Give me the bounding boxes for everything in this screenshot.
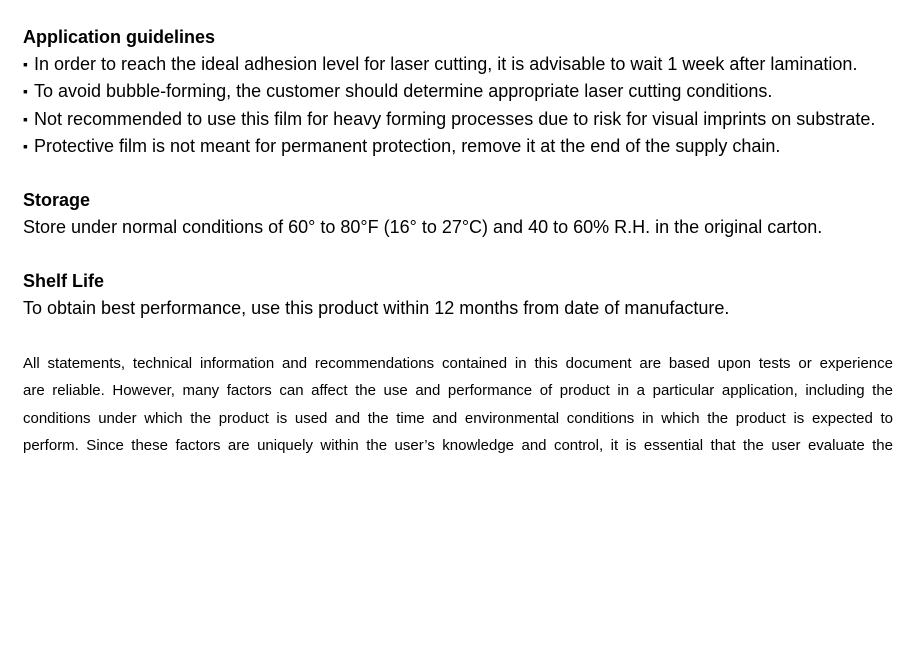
- bullet-icon: ▪: [23, 56, 28, 72]
- guideline-text: In order to reach the ideal adhesion level for laser cutting, it is advisable to wait 1 week after lamination.: [34, 54, 858, 74]
- document-body: [23, 24, 893, 460]
- disclaimer-line: All statements, technical information and recommendations contained in this document are based upon tests or experience: [23, 354, 893, 372]
- guideline-text: To avoid bubble-forming, the customer should determine appropriate laser cutting conditions.: [34, 81, 773, 102]
- disclaimer-line: are reliable. However, many factors can affect the use and performance of product in a particular application, including the: [23, 382, 893, 400]
- disclaimer-section: [23, 350, 893, 460]
- guideline-item: [23, 78, 893, 105]
- storage-heading: Storage: [23, 190, 91, 211]
- application-guidelines-section: [23, 24, 893, 160]
- shelf-life-text: To obtain best performance, use this product within 12 months from date of manufacture.: [23, 298, 730, 319]
- shelf-life-section: [23, 268, 893, 322]
- guideline-item: [23, 106, 893, 133]
- application-guidelines-heading: Application guidelines: [23, 27, 216, 47]
- disclaimer-line: perform. Since these factors are uniquely within the user’s knowledge and control, it is essential that the user evaluate the: [23, 437, 893, 455]
- section-spacer: [23, 160, 893, 187]
- bullet-icon: ▪: [23, 137, 28, 154]
- bullet-icon: ▪: [23, 110, 28, 127]
- guideline-item: [23, 51, 893, 78]
- bullet-icon: ▪: [23, 83, 28, 100]
- section-spacer: [23, 241, 893, 268]
- guideline-text: Not recommended to use this film for heavy forming processes due to risk for visual imprints on substrate.: [34, 108, 876, 129]
- guideline-item: [23, 133, 893, 160]
- storage-section: [23, 187, 893, 241]
- guideline-text: Protective film is not meant for permanent protection, remove it at the end of the supply chain.: [34, 135, 781, 156]
- disclaimer-line: conditions under which the product is used and the time and environmental conditions in which the product is expected to: [23, 409, 893, 427]
- shelf-life-heading: Shelf Life: [23, 271, 105, 292]
- storage-text: Store under normal conditions of 60° to 80°F (16° to 27°C) and 40 to 60% R.H. in the original carton.: [23, 217, 823, 238]
